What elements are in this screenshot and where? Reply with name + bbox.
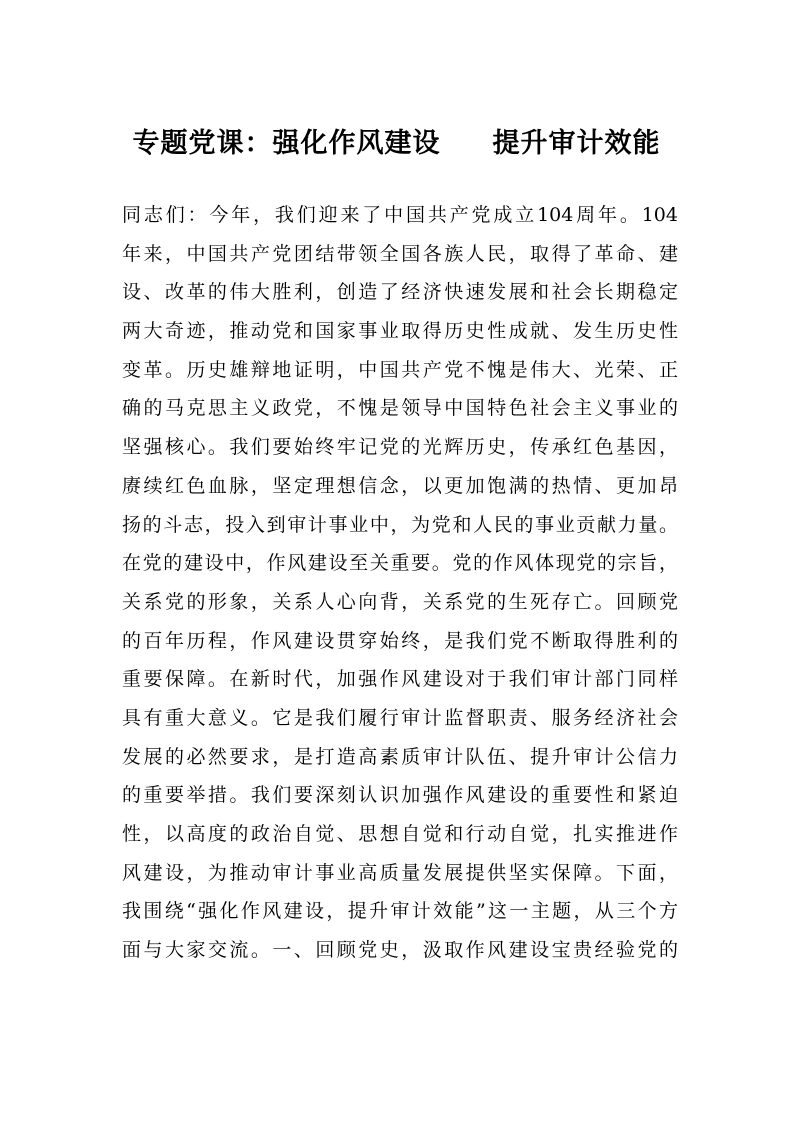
body-line: 性，以高度的政治自觉、思想自觉和行动自觉，扎实推进作 [122,823,678,845]
body-line: 的百年历程，作风建设贯穿始终，是我们党不断取得胜利的 [122,629,678,652]
body-line: 发展的必然要求，是打造高素质审计队伍、提升审计公信力 [122,745,678,768]
document-body [122,196,678,970]
body-line: 赓续红色血脉，坚定理想信念，以更加饱满的热情、更加昂 [122,474,678,497]
document-title: 专题党课：强化作风建设 提升审计效能 [132,128,661,159]
body-line: 两大奇迹，推动党和国家事业取得历史性成就、发生历史性 [122,320,678,343]
body-line: 变革。历史雄辩地证明，中国共产党不愧是伟大、光荣、正 [122,358,678,381]
body-line: 面与大家交流。一、回顾党史，汲取作风建设宝贵经验党的 [122,939,678,962]
body-line: 具有重大意义。它是我们履行审计监督职责、服务经济社会 [122,706,678,729]
body-line: 重要保障。在新时代，加强作风建设对于我们审计部门同样 [122,668,678,691]
body-line: 在党的建设中，作风建设至关重要。党的作风体现党的宗旨， [122,552,678,575]
body-line: 扬的斗志，投入到审计事业中，为党和人民的事业贡献力量。 [122,513,678,536]
body-line: 设、改革的伟大胜利，创造了经济快速发展和社会长期稳定 [122,281,678,304]
body-line: 的重要举措。我们要深刻认识加强作风建设的重要性和紧迫 [122,784,678,807]
body-line: 确的马克思主义政党，不愧是领导中国特色社会主义事业的 [122,397,678,420]
body-line: 年来，中国共产党团结带领全国各族人民，取得了革命、建 [122,242,678,265]
body-line: 我围绕“强化作风建设，提升审计效能”这一主题，从三个方 [122,900,678,923]
body-line: 关系党的形象，关系人心向背，关系党的生死存亡。回顾党 [122,590,678,613]
body-line: 同志们：今年，我们迎来了中国共产党成立104周年。104 [122,204,678,226]
body-line: 坚强核心。我们要始终牢记党的光辉历史，传承红色基因， [122,436,678,459]
body-line: 风建设，为推动审计事业高质量发展提供坚实保障。下面， [122,861,678,884]
